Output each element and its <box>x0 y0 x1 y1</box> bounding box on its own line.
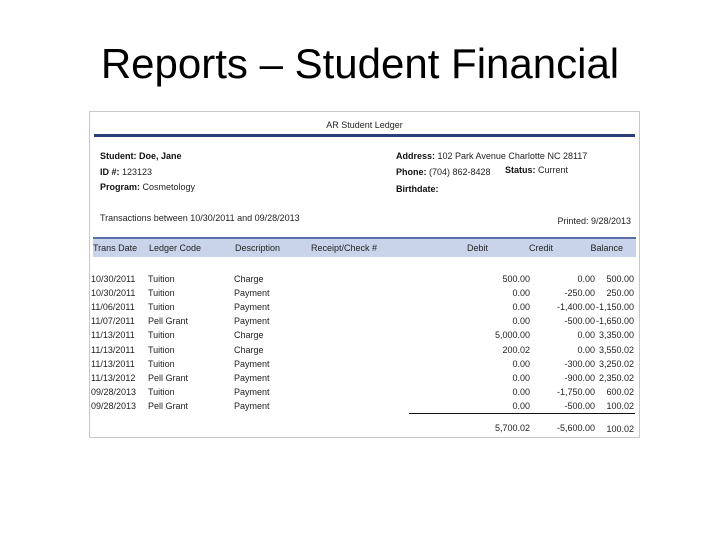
cell-ledger-code: Tuition <box>148 330 175 341</box>
cell-debit: 500.00 <box>502 274 530 284</box>
student-name: Student: Doe, Jane <box>100 151 182 161</box>
cell-description: Charge <box>234 344 264 355</box>
cell-description: Payment <box>234 400 270 411</box>
cell-debit: 0.00 <box>512 288 530 299</box>
col-balance: Balance <box>590 243 623 253</box>
cell-trans-date: 11/13/2011 <box>91 358 135 369</box>
cell-balance: 3,350.00 <box>598 330 634 341</box>
cell-trans-date: 09/28/2013 <box>91 400 137 411</box>
student-id: ID #: 123123 <box>100 167 153 177</box>
cell-ledger-code: Tuition <box>148 386 175 397</box>
cell-debit: 0.00 <box>512 372 530 383</box>
student-address: Address: 102 Park Avenue Charlotte NC 28117 <box>396 151 588 161</box>
total-credit: -5,600.00 <box>556 423 595 433</box>
cell-ledger-code: Tuition <box>148 344 175 355</box>
cell-credit: 0.00 <box>577 274 595 284</box>
cell-debit: 0.00 <box>512 400 530 411</box>
col-trans-date: Trans Date <box>93 243 138 253</box>
student-status: Status: Current <box>505 165 569 175</box>
cell-balance: 2,350.02 <box>598 372 634 383</box>
cell-credit: -250.00 <box>564 288 595 299</box>
student-phone: Phone: (704) 862-8428 <box>396 167 491 177</box>
cell-ledger-code: Tuition <box>148 302 175 313</box>
col-description: Description <box>235 243 281 253</box>
slide-title: Reports – Student Financial <box>100 40 620 87</box>
cell-ledger-code: Pell Grant <box>148 316 189 327</box>
cell-debit: 0.00 <box>512 358 530 369</box>
cell-balance: 600.02 <box>606 386 634 397</box>
printed-date: Printed: 9/28/2013 <box>557 216 631 226</box>
cell-debit: 5,000.00 <box>494 330 530 341</box>
ledger-header <box>93 237 636 257</box>
cell-ledger-code: Tuition <box>148 274 175 284</box>
cell-description: Charge <box>234 274 264 284</box>
cell-balance: 3,550.02 <box>598 344 634 355</box>
cell-description: Payment <box>234 302 270 313</box>
report-title-divider <box>94 134 635 137</box>
cell-credit: -500.00 <box>564 316 595 327</box>
cell-credit: 0.00 <box>577 330 595 341</box>
cell-ledger-code: Tuition <box>148 288 175 299</box>
cell-ledger-code: Tuition <box>148 358 175 369</box>
cell-credit: -1,400.00 <box>556 302 595 313</box>
cell-balance: 3,250.02 <box>598 358 634 369</box>
cell-description: Payment <box>234 386 270 397</box>
cell-trans-date: 11/06/2011 <box>91 302 135 313</box>
cell-trans-date: 10/30/2011 <box>91 274 136 284</box>
cell-credit: -1,750.00 <box>556 386 595 397</box>
cell-credit: -900.00 <box>564 372 595 383</box>
cell-balance: 100.02 <box>606 400 634 411</box>
total-debit: 5,700.02 <box>494 423 530 433</box>
cell-debit: 0.00 <box>512 316 530 327</box>
cell-trans-date: 11/13/2012 <box>91 372 136 383</box>
cell-trans-date: 09/28/2013 <box>91 386 137 397</box>
cell-balance: -1,650.00 <box>595 316 634 327</box>
cell-description: Payment <box>234 358 270 369</box>
ar-student-ledger-report <box>89 111 640 438</box>
cell-description: Payment <box>234 316 270 327</box>
student-program: Program: Cosmetology <box>100 182 196 192</box>
cell-credit: 0.00 <box>577 344 595 355</box>
total-balance: 100.02 <box>606 424 634 434</box>
col-receipt-check: Receipt/Check # <box>311 243 378 253</box>
transactions-range: Transactions between 10/30/2011 and 09/28/2013 <box>100 213 300 223</box>
cell-balance: 500.00 <box>606 274 634 284</box>
cell-trans-date: 11/13/2011 <box>91 344 135 355</box>
col-credit: Credit <box>528 243 553 253</box>
report-title: AR Student Ledger <box>326 120 403 130</box>
cell-debit: 0.00 <box>512 386 530 397</box>
cell-trans-date: 11/13/2011 <box>91 330 135 341</box>
cell-description: Payment <box>234 288 270 299</box>
cell-ledger-code: Pell Grant <box>148 372 189 383</box>
totals-divider <box>409 413 635 414</box>
cell-ledger-code: Pell Grant <box>148 400 189 411</box>
cell-debit: 200.02 <box>502 344 530 355</box>
cell-description: Payment <box>234 372 270 383</box>
cell-description: Charge <box>234 330 264 341</box>
cell-debit: 0.00 <box>512 302 530 313</box>
col-ledger-code: Ledger Code <box>149 243 202 253</box>
cell-trans-date: 10/30/2011 <box>91 288 136 299</box>
cell-credit: -300.00 <box>564 358 595 369</box>
student-birthdate: Birthdate: <box>396 184 439 194</box>
cell-trans-date: 11/07/2011 <box>91 316 135 327</box>
cell-balance: 250.00 <box>606 288 634 299</box>
cell-credit: -500.00 <box>564 400 595 411</box>
col-debit: Debit <box>466 243 488 253</box>
cell-balance: -1,150.00 <box>595 302 634 313</box>
